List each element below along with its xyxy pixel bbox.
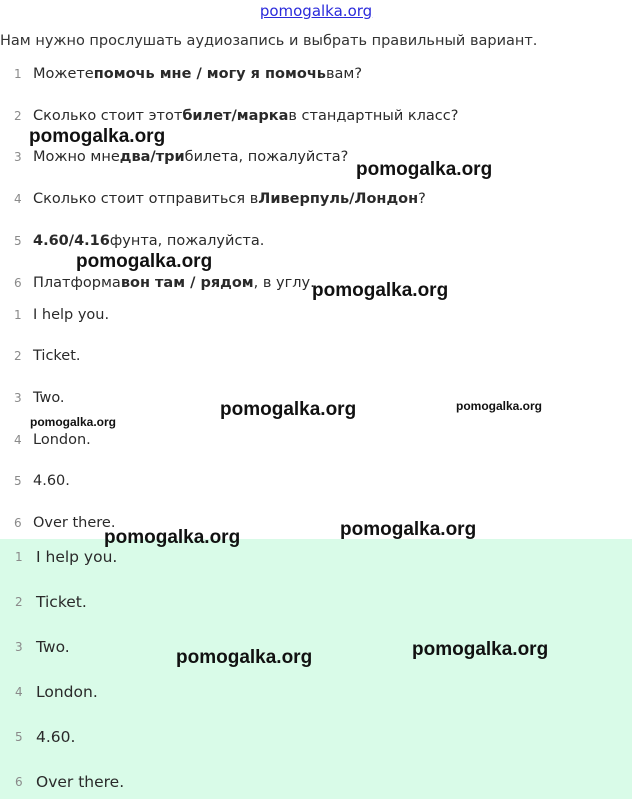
site-title-link[interactable]: pomogalka.org	[259, 2, 373, 20]
question-text-pre: Платформа	[33, 275, 121, 291]
question-options: два/три	[119, 149, 185, 165]
question-options: помочь мне / могу я помочь	[93, 66, 326, 82]
watermark: pomogalka.org	[340, 519, 477, 540]
question-text-pre: Можно мне	[33, 149, 120, 165]
answer-text: Over there.	[33, 515, 116, 531]
item-number: 6	[15, 775, 23, 789]
highlighted-answer-row	[0, 590, 87, 614]
item-number: 3	[14, 150, 22, 164]
watermark: pomogalka.org	[220, 399, 357, 420]
item-number: 5	[15, 730, 23, 744]
answer-text: Two.	[36, 638, 70, 656]
item-number: 2	[15, 595, 23, 609]
item-number: 3	[15, 640, 23, 654]
question-options: вон там / рядом	[120, 275, 254, 291]
question-text-post: , в углу.	[253, 275, 315, 291]
item-number: 6	[14, 276, 22, 290]
answer-text: I help you.	[33, 307, 110, 323]
highlighted-answers-panel	[0, 539, 632, 799]
highlighted-answer-row	[0, 635, 70, 659]
question-row	[0, 271, 315, 295]
question-text-pre: Сколько стоит отправиться в	[33, 191, 259, 207]
answer-text: 4.60.	[36, 728, 76, 746]
watermark: pomogalka.org	[412, 639, 549, 660]
item-number: 4	[14, 433, 22, 447]
question-row	[0, 104, 458, 128]
watermark: pomogalka.org	[356, 159, 493, 180]
item-number: 5	[14, 474, 22, 488]
item-number: 1	[14, 308, 22, 322]
question-row	[0, 62, 362, 86]
answer-row	[0, 428, 91, 452]
question-options: билет/марка	[182, 108, 289, 124]
item-number: 1	[14, 67, 22, 81]
item-number: 3	[14, 391, 22, 405]
answer-row	[0, 386, 65, 410]
answer-row	[0, 344, 81, 368]
item-number: 4	[15, 685, 23, 699]
answer-text: Ticket.	[33, 348, 81, 364]
item-number: 5	[14, 234, 22, 248]
question-text-pre: Сколько стоит этот	[33, 108, 183, 124]
question-text-post: ?	[418, 191, 426, 207]
question-row	[0, 229, 264, 253]
question-options: 4.60/4.16	[33, 233, 110, 249]
watermark: pomogalka.org	[30, 415, 117, 429]
highlighted-answer-row	[0, 545, 117, 569]
answer-text: Over there.	[36, 773, 125, 791]
item-number: 6	[14, 516, 22, 530]
question-text-post: билета, пожалуйста?	[184, 149, 349, 165]
watermark: pomogalka.org	[104, 527, 241, 548]
highlighted-answer-row	[0, 770, 124, 794]
answer-text: London.	[33, 432, 91, 448]
answer-text: London.	[36, 683, 98, 701]
watermark: pomogalka.org	[29, 126, 166, 147]
answer-text: Ticket.	[36, 593, 87, 611]
watermark: pomogalka.org	[76, 251, 213, 272]
answer-row	[0, 303, 109, 327]
question-options: Ливерпуль/Лондон	[258, 191, 419, 207]
question-text-post: вам?	[325, 66, 363, 82]
watermark: pomogalka.org	[456, 399, 543, 413]
item-number: 2	[14, 349, 22, 363]
answer-text: Two.	[33, 390, 65, 406]
item-number: 2	[14, 109, 22, 123]
question-text-pre: Можете	[33, 66, 94, 82]
answer-row	[0, 469, 70, 493]
watermark: pomogalka.org	[176, 647, 313, 668]
highlighted-answer-row	[0, 725, 75, 749]
item-number: 4	[14, 192, 22, 206]
highlighted-answer-row	[0, 680, 98, 704]
answer-row	[0, 511, 115, 535]
watermark: pomogalka.org	[312, 280, 449, 301]
question-row	[0, 145, 348, 169]
question-text-post: фунта, пожалуйста.	[109, 233, 265, 249]
question-text-post: в стандартный класс?	[288, 108, 459, 124]
task-instruction: Нам нужно прослушать аудиозапись и выбрать правильный вариант.	[0, 33, 538, 49]
answer-text: 4.60.	[33, 473, 70, 489]
question-row	[0, 187, 426, 211]
answer-text: I help you.	[36, 548, 118, 566]
item-number: 1	[15, 550, 23, 564]
